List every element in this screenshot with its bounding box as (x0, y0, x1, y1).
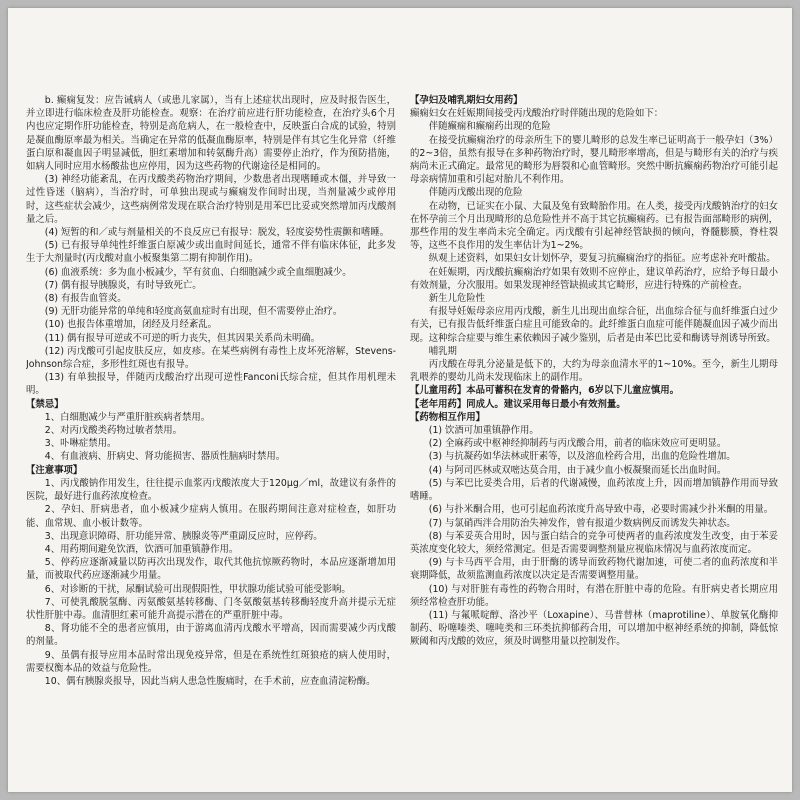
left-paragraph: 3、卟啉症禁用。 (44, 438, 117, 450)
right-paragraph: (5) 与苯巴比妥类合用，后者的代谢减慢，血药浓度上升，因而增加镇静作用而导致嗜睡。 (410, 477, 778, 503)
left-paragraph: b. 癫痫复发：应告诫病人（或患儿家属），当有上述症状出现时，应及时报告医生，并立即进行临床检查及肝功能检查。观察：在治疗前应进行肝功能检查，在治疗头6个月内也应定期作肝功能检查，特别是高危病人，在一般检查中，反映蛋白合成的试验，特别是凝血酶原率最为相关。当确定在异常的低凝血酶原率，特别是伴有其它生化异常（纤维蛋白原和凝血因子明显减低，胆红素增加和转氨酶升高）需要停止治疗，作为预防措施，如病人同时应用水杨酸盐也应停用，因为这些药物的代谢途径是相同的。 (26, 95, 396, 173)
left-paragraph: (3) 神经功能紊乱，在丙戊酸类药物治疗期间，少数患者出现嗜睡或木僵，并导致一过性昏迷（脑病），当治疗时，可单独出现或与癫痫发作间时出现，当剂量减少或停用时，这些症状会减少，这些病例常发现在联合治疗特别是用苯巴比妥或突然增加丙戊酸剂量之后。 (26, 174, 396, 225)
right-paragraph: (1) 饮酒可加重镇静作用。 (428, 425, 539, 437)
right-paragraph: 伴随癫痫和癫痫药出现的危险 (428, 121, 551, 133)
right-paragraph: (9) 与卡马西平合用，由于肝酶的诱导而致药物代谢加速，可使二者的血药浓度和半衰期降低，故须监测血药浓度以决定是否需要调整用量。 (410, 557, 778, 582)
right-paragraph: 在妊娠期，丙戊酸抗癫痫治疗如果有效则不应停止，建议单药治疗，应给予每日最小有效剂量，分次服用。如果发现神经管缺损或其它畸形，应进行特殊的产前检查。 (410, 266, 778, 291)
left-section-heading: 【注意事项】 (26, 464, 83, 476)
left-paragraph: 6、对诊断的干扰，尿酮试验可出现假阳性，甲状腺功能试验可能受影响。 (44, 583, 351, 595)
right-paragraph: (4) 与阿司匹林或双嘧达莫合用，由于减少血小板凝聚而延长出血时间。 (428, 464, 727, 476)
right-paragraph: 伴随丙戊酸出现的危险 (428, 187, 523, 199)
right-paragraph: (3) 与抗凝药如华法林或肝素等，以及溶血栓药合用，出血的危险性增加。 (428, 451, 736, 463)
left-paragraph: 7、可使乳酸脱氢酶、丙氨酸氨基转移酶、门冬氨酸氨基转移酶轻度升高并提示无症状性肝脏中毒。血清胆红素可能升高提示潜在的严重肝脏中毒。 (26, 596, 396, 621)
right-paragraph: (7) 与氯硝西泮合用防治失神发作，曾有报道少数病例反而诱发失神状态。 (428, 517, 736, 529)
right-text-column (410, 94, 778, 778)
right-paragraph: (2) 全麻药或中枢神经抑制药与丙戊酸合用，前者的临床效应可更明显。 (428, 438, 727, 450)
left-paragraph: (13) 有单独报导，伴随丙戊酸治疗出现可逆性Fanconi氏综合症，但其作用机理未明。 (26, 372, 396, 397)
left-paragraph: (10) 也报告体重增加，闭经及月经紊乱。 (44, 319, 218, 331)
right-paragraph: (10) 与对肝脏有毒性的药物合用时，有潜在肝脏中毒的危险。有肝病史者长期应用须经常检查肝功能。 (410, 583, 778, 608)
left-text-column (26, 94, 396, 778)
leaflet-page (8, 8, 792, 792)
left-paragraph: (6) 血液系统：多为血小板减少，罕有贫血、白细胞减少或全血细胞减少。 (44, 266, 352, 278)
left-paragraph: 4、有血液病、肝病史、肾功能损害、器质性脑病时禁用。 (44, 451, 286, 463)
left-paragraph: (11) 偶有报导可逆或不可逆的听力丧失，但其因果关系尚未明确。 (44, 332, 321, 344)
left-paragraph: 9、虽偶有报导应用本品时常出现免疫异常，但是在系统性红斑狼疮的病人使用时，需要权衡本品的效益与危险性。 (26, 649, 396, 674)
left-paragraph: 1、丙戊酸钠作用发生，往往提示血浆丙戊酸浓度大于120μg／ml，故建议有条件的医院，最好进行血药浓度检查。 (26, 477, 396, 503)
right-paragraph: 哺乳期 (428, 345, 457, 357)
right-paragraph: (11) 与氟哌啶醇、洛沙平（Loxapine）、马普替林（maprotiline）、单胺氧化酶抑制药、吩噻嗪类、噻吨类和三环类抗抑郁药合用，可以增加中枢神经系统的抑制，降低惊厥阈和丙戊酸的效应，须及时调整用量以控制发作。 (410, 609, 778, 648)
right-section-heading: 【药物相互作用】 (410, 411, 486, 423)
right-paragraph: 纵观上述资料，如果妇女计划怀孕，要复习抗癫痫治疗的指征。应考虑补充叶酸盐。 (428, 253, 776, 265)
left-paragraph: 3、出现意识障碍、肝功能异常、胰腺炎等严重副反应时，应停药。 (44, 530, 323, 542)
left-paragraph: (7) 偶有报导胰腺炎，有时导致死亡。 (44, 279, 202, 291)
right-paragraph: 新生儿危险性 (428, 293, 486, 305)
right-section-heading: 【老年用药】同成人。建议采用每日最小有效剂量。 (410, 398, 626, 410)
left-paragraph: 4、用药期间避免饮酒，饮酒可加重镇静作用。 (44, 543, 239, 555)
right-paragraph: 丙戊酸在母乳分泌量是低下的，大约为母亲血清水平的1~10%。至今，新生儿期母乳喂养的婴幼儿尚未发现临床上的副作用。 (410, 359, 778, 384)
right-paragraph: 癫痫妇女在妊娠期间接受丙戊酸治疗时伴随出现的危险如下： (410, 108, 664, 120)
right-section-heading: 【孕妇及哺乳期妇女用药】 (410, 95, 523, 106)
left-paragraph: 2、孕妇、肝病患者，血小板减少症病人慎用。在服药期间注意对症检查，如肝功能、血常规、血小板计数等。 (26, 504, 396, 529)
left-paragraph: (8) 有报告血管炎。 (44, 293, 127, 305)
left-paragraph: 10、偶有胰腺炎报导，因此当病人患急性腹痛时，在手术前，应查血清淀粉酶。 (44, 675, 376, 687)
left-paragraph: (4) 短暂的和／或与剂量相关的不良反应已有报导：脱发，轻度姿势性震颤和嗜睡。 (44, 227, 390, 239)
right-paragraph: (6) 与扑米酮合用，也可引起血药浓度升高导致中毒，必要时需减少扑米酮的用量。 (428, 504, 774, 516)
right-paragraph: 有报导妊娠母亲应用丙戊酸，新生儿出现出血综合征，出血综合征与血纤维蛋白过少有关，已有报告低纤维蛋白症且可能致命的。此纤维蛋白血症可能伴随凝血因子减少而出现。这种综合症要与维生素依赖因子减少鉴别，后者是由苯巴比妥和酶诱导剂诱导所致。 (410, 306, 778, 344)
left-paragraph: (12) 丙戊酸可引起皮肤反应，如皮疹。在某些病例有毒性上皮坏死溶解，Stevens-Johnson综合症，多形性红斑也有报导。 (26, 345, 396, 371)
right-section-heading: 【儿童用药】本品可蓄积在发育的骨骼内，6岁以下儿童应慎用。 (410, 385, 680, 397)
left-paragraph: 5、停药应逐渐减量以防再次出现发作，取代其他抗惊厥药物时，本品应逐渐增加用量，而被取代药应逐渐减少用量。 (26, 557, 396, 582)
left-paragraph: (9) 无肝功能异常的单纯和轻度高氨血症时有出现，但不需要停止治疗。 (44, 306, 343, 318)
right-paragraph: 在动物，已证实在小鼠、大鼠及兔有致畸胎作用。在人类，接受丙戊酸钠治疗的妇女在怀孕前三个月出现畸形的总危险性并不高于其它抗癫痫药。已有报告面部畸形的病例，那些作用的发生率尚未完全确定。丙戊酸有引起神经管缺损的倾向，脊髓膨膜，脊柱裂等，这些不良作用的发生率估计为1~2%。 (410, 200, 778, 252)
left-section-heading: 【禁忌】 (26, 398, 64, 410)
right-paragraph: (8) 与苯妥英合用时，因与蛋白结合的竞争可使两者的血药浓度发生改变，由于苯妥英浓度变化较大，须经常测定。但是否需要调整剂量应视临床情况与血药浓度而定。 (410, 530, 778, 555)
left-paragraph: 2、对丙戊酸类药物过敏者禁用。 (44, 425, 183, 437)
left-paragraph: (5) 已有报导单纯性纤维蛋白原减少或出血时间延长，通常不伴有临床体征，此多发生于大剂量时(丙戊酸对血小板聚集第二期有抑制作用)。 (26, 240, 396, 265)
right-paragraph: 在接受抗癫痫治疗的母亲所生下的婴儿畸形的总发生率已证明高于一般孕妇（3%）的2~3倍，虽然有报导在多种药物治疗时，婴儿畸形率增高，但是与畸形有关的治疗与疾病尚未正式确定。最常见的畸形为唇裂和心血管畸形。突然中断抗癫痫药物治疗可能引起母亲病情加重和引起对胎儿不利作用。 (410, 134, 778, 186)
left-paragraph: 8、肾功能不全的患者应慎用，由于游离血清丙戊酸水平增高，因而需要减少丙戊酸的剂量。 (26, 623, 396, 648)
left-paragraph: 1、白细胞减少与严重肝脏疾病者禁用。 (44, 411, 211, 423)
